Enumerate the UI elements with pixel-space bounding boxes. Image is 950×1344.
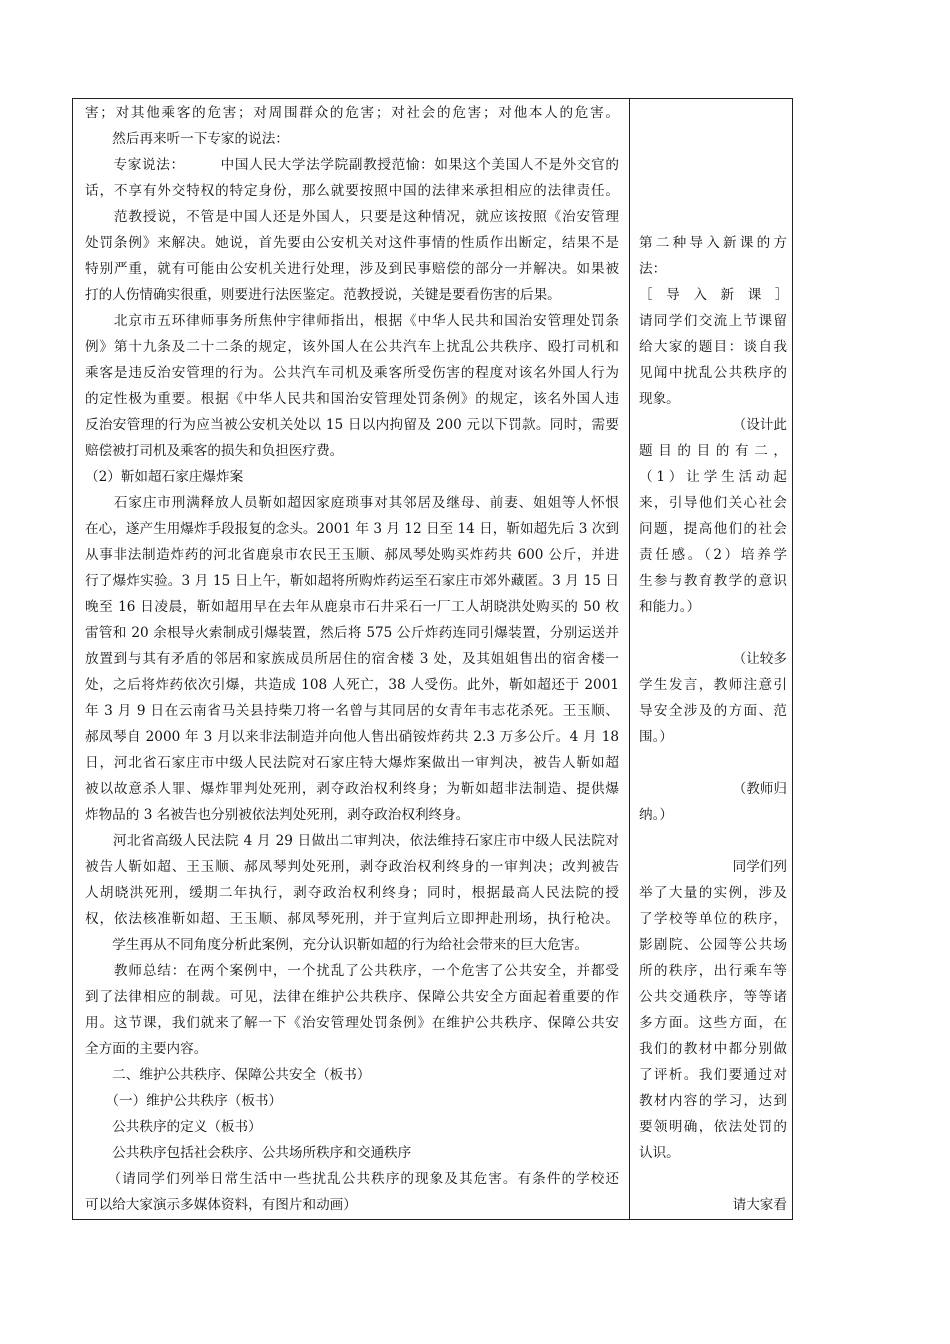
main-line: 范教授说，不管是中国人还是外国人，只要是这种情况，就应该按照《治安管理 xyxy=(85,209,619,225)
column-divider xyxy=(629,99,630,1219)
main-line: 被告人靳如超、王玉顺、郝凤琴判处死刑，剥夺政治权利终身的一审判决；改判被告 xyxy=(85,859,619,875)
main-line: 处罚条例》来解决。她说，首先要由公安机关对这件事情的性质作出断定，结果不是 xyxy=(85,235,619,251)
main-line: 从事非法制造炸药的河北省鹿泉市农民王玉顺、郝凤琴处购买炸药共 600 公斤，并进 xyxy=(85,547,619,563)
side-note-line: 同学们列 xyxy=(732,859,787,875)
main-line: 年 3 月 9 日在云南省马关县持柴刀将一名曾与其同居的女青年韦志花杀死。王玉顺、 xyxy=(85,703,619,719)
lesson-plan-table xyxy=(72,98,793,1220)
side-note-line: 责任感。（2）培养学 xyxy=(639,547,787,563)
main-line: （一）维护公共秩序（板书） xyxy=(85,1093,283,1109)
side-note-line: 多方面。这些方面，在 xyxy=(639,1015,787,1031)
side-note-line: （1）让学生活动起 xyxy=(639,469,787,485)
main-line: 炸物品的 3 名被告也分别被依法判处死刑，剥夺政治权利终身。 xyxy=(85,807,470,823)
side-note-line: 来，引导他们关心社会 xyxy=(639,495,787,511)
side-note-line: 所的秩序，出行乘车等 xyxy=(639,963,787,979)
main-line: 公共秩序的定义（板书） xyxy=(85,1119,262,1135)
side-note-line: 法： xyxy=(639,261,667,277)
main-line: 处，之后将炸药依次引爆，共造成 108 人死亡，38 人受伤。此外，靳如超还于 2001 xyxy=(85,677,619,693)
side-note-line: 纳。） xyxy=(639,807,673,823)
side-note-line: 围。） xyxy=(639,729,673,745)
side-note-line: 影剧院、公园等公共场 xyxy=(639,937,787,953)
main-line: 专家说法： 中国人民大学法学院副教授范愉：如果这个美国人不是外交官的 xyxy=(85,157,619,173)
main-line: 用。这节课，我们就来了解一下《治安管理处罚条例》在维护公共秩序、保障公共安 xyxy=(85,1015,619,1031)
main-line: 赔偿被打司机及乘客的损失和负担医疗费。 xyxy=(85,443,344,459)
side-note-line: 见闻中扰乱公共秩序的 xyxy=(639,365,787,381)
main-line: 特别严重，就有可能由公安机关进行处理，涉及到民事赔偿的部分一并解决。如果被 xyxy=(85,261,619,277)
side-note-line: 给大家的题目：谈自我 xyxy=(639,339,787,355)
side-note-line: 第二种导入新课的方 xyxy=(639,235,787,251)
side-note-line: 生参与教育教学的意识 xyxy=(639,573,787,589)
side-note-line: 和能力。） xyxy=(639,599,701,615)
side-note-line: 教材内容的学习，达到 xyxy=(639,1093,787,1109)
main-line: 话，不享有外交特权的特定身份，那么就要按照中国的法律来承担相应的法律责任。 xyxy=(85,183,619,199)
main-line: 被以故意杀人罪、爆炸罪判处死刑，剥夺政治权利终身；为靳如超非法制造、提供爆 xyxy=(85,781,619,797)
side-note-line: 学生发言，教师注意引 xyxy=(639,677,787,693)
main-line: 的定性极为重要。根据《中华人民共和国治安管理处罚条例》的规定，该名外国人违 xyxy=(85,391,619,407)
side-note-line: （让较多 xyxy=(732,651,787,667)
side-note-line: 请同学们交流上节课留 xyxy=(639,313,787,329)
side-note-line: 请大家看 xyxy=(732,1197,787,1213)
main-line: 雷管和 20 余根导火索制成引爆装置，然后将 575 公斤炸药连同引爆装置，分别运送并 xyxy=(85,625,619,641)
main-line: 二、维护公共秩序、保障公共安全（板书） xyxy=(85,1067,371,1083)
main-line: 打的人伤情确实很重，则要进行法医鉴定。范教授说，关键是要看伤害的后果。 xyxy=(85,287,561,303)
main-line: 学生再从不同角度分析此案例，充分认识靳如超的行为给社会带来的巨大危害。 xyxy=(85,937,588,953)
main-line: 乘客是违反治安管理的行为。公共汽车司机及乘客所受伤害的程度对该名外国人行为 xyxy=(85,365,619,381)
side-note-line: （教师归 xyxy=(732,781,787,797)
main-line: 例》第十九条及二十二条的规定，该外国人在公共汽车上扰乱公共秩序、殴打司机和 xyxy=(85,339,619,355)
side-note-line: 举了大量的实例，涉及 xyxy=(639,885,787,901)
main-line: 日，河北省石家庄市中级人民法院对石家庄特大爆炸案做出一审判决，被告人靳如超 xyxy=(85,755,619,771)
main-line: 在心，遂产生用爆炸手段报复的念头。2001 年 3 月 12 日至 14 日，靳如超先后 3 次到 xyxy=(85,521,619,537)
side-note-line: 公共交通秩序，等等诸 xyxy=(639,989,787,1005)
side-note-line: 要领明确，依法处罚的 xyxy=(639,1119,787,1135)
main-line: 然后再来听一下专家的说法： xyxy=(85,131,289,147)
main-line: 行了爆炸实验。3 月 15 日上午，靳如超将所购炸药运至石家庄市郊外藏匿。3 月 15 日 xyxy=(85,573,619,589)
main-line: 北京市五环律师事务所焦仲宇律师指出，根据《中华人民共和国治安管理处罚条 xyxy=(85,313,619,329)
main-line: 放置到与其有矛盾的邻居和家族成员所居住的宿舍楼 3 处，及其姐姐售出的宿舍楼一 xyxy=(85,651,619,667)
side-note-line: 认识。 xyxy=(639,1145,680,1161)
side-note-line: ［ 导 入 新 课 ］ xyxy=(639,287,789,303)
main-line: 石家庄市刑满释放人员靳如超因家庭琐事对其邻居及继母、前妻、姐姐等人怀恨 xyxy=(85,495,619,511)
main-line: 人胡晓洪死刑，缓期二年执行，剥夺政治权利终身；同时，根据最高人民法院的授 xyxy=(85,885,619,901)
main-line: 反治安管理的行为应当被公安机关处以 15 日以内拘留及 200 元以下罚款。同时，需要 xyxy=(85,417,619,433)
side-note-line: 了学校等单位的秩序， xyxy=(639,911,787,927)
side-note-line: （设计此 xyxy=(732,417,787,433)
main-line: 教师总结：在两个案例中，一个扰乱了公共秩序，一个危害了公共安全，并都受 xyxy=(85,963,619,979)
main-line: 害；对其他乘客的危害；对周围群众的危害；对社会的危害；对他本人的危害。 xyxy=(85,105,619,121)
main-line: 可以给大家演示多媒体资料，有图片和动画） xyxy=(85,1197,357,1213)
side-note-line: 题目的目的有二， xyxy=(639,443,787,459)
main-line: （2）靳如超石家庄爆炸案 xyxy=(85,469,244,485)
main-line: 晚至 16 日凌晨，靳如超用早在去年从鹿泉市石井采石一厂工人胡晓洪处购买的 50 枚 xyxy=(85,599,619,615)
side-note-line: 现象。 xyxy=(639,391,680,407)
main-line: 河北省高级人民法院 4 月 29 日做出二审判决，依法维持石家庄市中级人民法院对 xyxy=(85,833,619,849)
side-note-line: 了评析。我们要通过对 xyxy=(639,1067,787,1083)
side-note-line: 导安全涉及的方面、范 xyxy=(639,703,787,719)
side-note-line: 我们的教材中都分别做 xyxy=(639,1041,787,1057)
side-note-line: 问题，提高他们的社会 xyxy=(639,521,787,537)
main-line: 郝凤琴自 2000 年 3 月以来非法制造并向他人售出硝铵炸药共 2.3 万多公斤。4 月 18 xyxy=(85,729,619,745)
main-line: 到了法律相应的制裁。可见，法律在维护公共秩序、保障公共安全方面起着重要的作 xyxy=(85,989,619,1005)
main-line: 公共秩序包括社会秩序、公共场所秩序和交通秩序 xyxy=(85,1145,412,1161)
main-line: 权，依法核准靳如超、王玉顺、郝凤琴死刑，并于宣判后立即押赴刑场，执行枪决。 xyxy=(85,911,619,927)
main-line: （请同学们列举日常生活中一些扰乱公共秩序的现象及其危害。有条件的学校还 xyxy=(85,1171,619,1187)
main-line: 全方面的主要内容。 xyxy=(85,1041,208,1057)
